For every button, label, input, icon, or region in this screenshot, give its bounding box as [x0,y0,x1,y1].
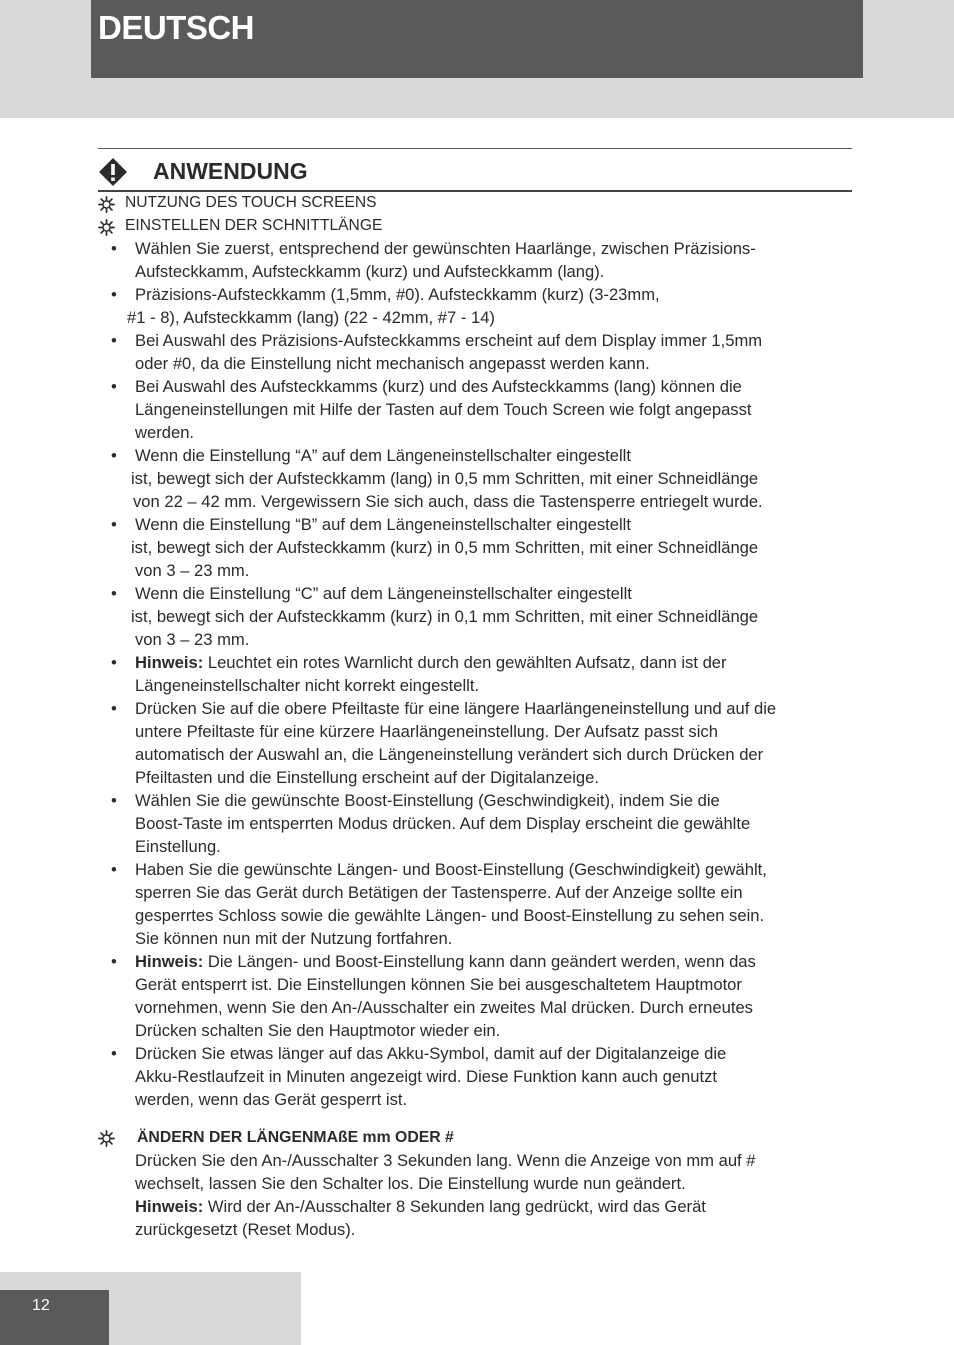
bullet-glyph: • [111,1044,117,1063]
list-item: • Wählen Sie die gewünschte Boost-Einstellung (Geschwindigkeit), indem Sie die Boost-Taste im entsperrten Modus drücken. Auf dem Display erscheint die gewählte Einstellung. [111,791,751,856]
subsection-body: Drücken Sie den An-/Ausschalter 3 Sekunden lang. Wenn die Anzeige von mm auf # wechselt, lassen Sie den Schalter los. Die Einstellung wurde nun geändert. Hinweis: Wird der An-/Ausschalter 8 Sekunden lang gedrückt, wird das Gerät zurückgesetzt (Reset Modus). [135,1151,756,1239]
list-item: • Präzisions-Aufsteckkamm (1,5mm, #0). Aufsteckkamm (kurz) (3-23mm, #1 - 8), Aufsteckkamm (lang) (22 - 42mm, #7 - 14) [111,285,660,327]
star-burst-icon [98,219,115,236]
list-item: • Haben Sie die gewünschte Längen- und Boost-Einstellung (Geschwindigkeit) gewählt, sperren Sie das Gerät durch Betätigen der Tastensperre. Auf der Anzeige sollte ein gesperrtes Schloss sowie die gewählte Längen- und Boost-Einstellung zu sehen sein. Sie können nun mit der Nutzung fortfahren. [111,860,767,948]
bullet-glyph: • [111,860,117,879]
bullet-glyph: • [111,584,117,603]
note-label: Hinweis: [135,952,204,971]
page-language-title: DEUTSCH [98,9,255,46]
note-label: Hinweis: [135,653,204,672]
content-body [98,192,854,1111]
bullet-glyph: • [111,377,117,396]
section-title: ANWENDUNG [153,158,308,184]
bullet-glyph: • [111,446,117,465]
star-burst-icon [98,1130,115,1147]
bullet-glyph: • [111,653,117,672]
warning-diamond-icon [98,157,128,187]
section-length-units [98,1126,854,1241]
bullet-glyph: • [111,791,117,810]
bullet-glyph: • [111,515,117,534]
note-label: Hinweis: [135,1197,204,1216]
subsection-label: EINSTELLEN DER SCHNITTLÄNGE [125,216,383,234]
subsection-heading [98,192,854,215]
bullet-glyph: • [111,285,117,304]
section-rule-top [98,148,852,149]
bullet-glyph: • [111,699,117,718]
list-item: • Bei Auswahl des Aufsteckkamms (kurz) und des Aufsteckkamms (lang) können die Längeneinstellungen mit Hilfe der Tasten auf dem Touch Screen wie folgt angepasst werden. [111,377,752,442]
list-item: • Drücken Sie auf die obere Pfeiltaste für eine längere Haarlängeneinstellung und auf die untere Pfeiltaste für eine kürzere Haarlängeneinstellung. Der Aufsatz passt sich automatisch der Auswahl an, die Längeneinstellung verändert sich durch Drücken der Pfeiltasten und die Einstellung erscheint auf der Digitalanzeige. [111,699,777,787]
subsection-title: ÄNDERN DER LÄNGENMAßE mm ODER # [137,1129,454,1146]
star-burst-icon [98,196,115,213]
subsection-heading [98,215,854,238]
bullet-glyph: • [111,331,117,350]
list-item: • Bei Auswahl des Präzisions-Aufsteckkamms erscheint auf dem Display immer 1,5mm oder #0, da die Einstellung nicht mechanisch angepasst werden kann. [111,331,763,373]
list-item: • Hinweis: Leuchtet ein rotes Warnlicht durch den gewählten Aufsatz, dann ist der Längeneinstellschalter nicht korrekt eingestellt. [111,653,727,695]
bullet-glyph: • [111,952,117,971]
bullet-glyph: • [111,239,117,258]
subsection-label: NUTZUNG DES TOUCH SCREENS [125,194,377,211]
list-item: • Drücken Sie etwas länger auf das Akku-Symbol, damit auf der Digitalanzeige die Akku-Restlaufzeit in Minuten angezeigt wird. Diese Funktion kann auch genutzt werden, wenn das Gerät gesperrt ist. [111,1044,727,1109]
page-number: 12 [32,1297,50,1314]
list-item: • Wenn die Einstellung “B” auf dem Längeneinstellschalter eingestellt ist, bewegt sich der Aufsteckkamm (kurz) in 0,5 mm Schritten, mit einer Schneidlänge von 3 – 23 mm. [111,515,759,580]
list-item: • Wählen Sie zuerst, entsprechend der gewünschten Haarlänge, zwischen Präzisions- Aufsteckkamm, Aufsteckkamm (kurz) und Aufsteckkamm (lang). [111,239,756,281]
list-item: • Hinweis: Die Längen- und Boost-Einstellung kann dann geändert werden, wenn das Gerät entsperrt ist. Die Einstellungen können Sie bei ausgeschaltetem Hauptmotor vornehmen, wenn Sie den An-/Ausschalter ein zweites Mal drücken. Durch erneutes Drücken schalten Sie den Hauptmotor wieder ein. [111,952,756,1040]
footer-page-box [0,1290,109,1345]
list-item: • Wenn die Einstellung “A” auf dem Längeneinstellschalter eingestellt ist, bewegt sich der Aufsteckkamm (lang) in 0,5 mm Schritten, mit einer Schneidlänge von 22 – 42 mm. Vergewissern Sie sich auch, dass die Tastensperre entriegelt wurde. [111,446,763,511]
list-item: • Wenn die Einstellung “C” auf dem Längeneinstellschalter eingestellt ist, bewegt sich der Aufsteckkamm (kurz) in 0,1 mm Schritten, mit einer Schneidlänge von 3 – 23 mm. [111,584,759,649]
